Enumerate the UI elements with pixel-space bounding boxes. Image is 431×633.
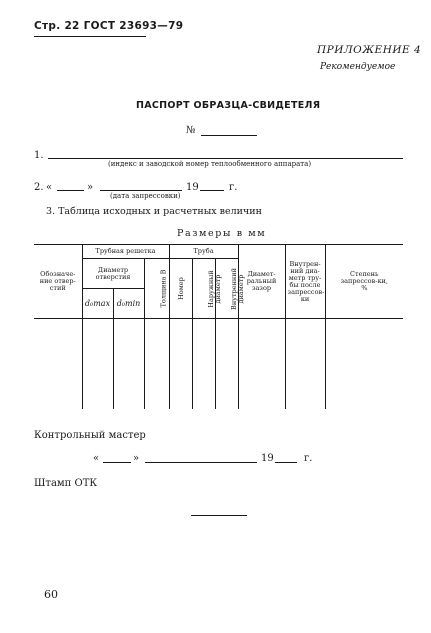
- page-number: 60: [44, 588, 58, 601]
- footer-open-quote: «: [93, 453, 100, 464]
- item2-year: 19: [186, 182, 199, 193]
- cell-inner-after[interactable]: [285, 319, 325, 409]
- cell-inner-diameter[interactable]: [215, 319, 238, 409]
- number-field[interactable]: [201, 135, 257, 136]
- cell-clearance[interactable]: [238, 319, 285, 409]
- item2-day-field[interactable]: [57, 190, 84, 191]
- item1-field[interactable]: [48, 158, 403, 159]
- col-thickness: [144, 259, 169, 319]
- item2-caption: (дата запрессовки): [110, 192, 181, 200]
- col-clearance-label: Диамет-ральный зазор: [246, 270, 277, 292]
- hole-diameter: [82, 259, 144, 289]
- col-thickness-label: Толщина B: [158, 269, 167, 308]
- table-body-row: [34, 319, 403, 409]
- col-dmin: [113, 289, 144, 319]
- item2-year-field[interactable]: [200, 190, 224, 191]
- item2-number: 2.: [34, 182, 44, 193]
- units-label: Размеры в мм: [177, 228, 267, 239]
- controller-label: Контрольный мастер: [34, 430, 146, 441]
- col-inner-after: [285, 245, 325, 319]
- col-clearance: [238, 245, 285, 319]
- cell-number[interactable]: [169, 319, 192, 409]
- document-title: ПАСПОРТ ОБРАЗЦА-СВИДЕТЕЛЯ: [136, 100, 321, 111]
- hole-diameter-label: Диаметр отверстия: [95, 265, 131, 281]
- col-inner-after-label: Внутрен-ний диа-метр тру-бы после запрессов-ки: [287, 259, 325, 303]
- group-tube: [169, 245, 238, 259]
- footer-year-field[interactable]: [275, 462, 297, 463]
- col-inner-diameter-label: Внутренний диаметр: [229, 267, 245, 310]
- item2-month-field[interactable]: [100, 190, 182, 191]
- cell-thickness[interactable]: [144, 319, 169, 409]
- item2-open-quote: «: [46, 182, 53, 193]
- number-label: №: [186, 125, 196, 136]
- item2-year-suffix: г.: [229, 182, 238, 193]
- page-header: Стр. 22 ГОСТ 23693—79: [34, 20, 184, 32]
- header-rule: [34, 36, 146, 37]
- cell-designation[interactable]: [34, 319, 82, 409]
- col-outer-diameter: [192, 259, 222, 319]
- col-dmax: [82, 289, 113, 319]
- cell-dmax[interactable]: [82, 319, 113, 409]
- footer-year-suffix: г.: [304, 453, 313, 464]
- cell-degree[interactable]: [325, 319, 403, 409]
- item1-number: 1.: [34, 150, 44, 161]
- col-designation-label: Обозначе-ние отвер-стий: [39, 270, 76, 292]
- cell-outer-diameter[interactable]: [192, 319, 215, 409]
- cell-dmin[interactable]: [113, 319, 144, 409]
- col-number-label: Номер: [176, 277, 185, 300]
- footer-year: 19: [261, 453, 274, 464]
- data-table: [34, 244, 403, 409]
- col-dmin-label: d₀min: [116, 298, 141, 308]
- footer-close-quote: »: [133, 453, 140, 464]
- group-tube-sheet: [82, 245, 169, 259]
- appendix-subtitle: Рекомендуемое: [320, 62, 396, 72]
- group-tube-label: Труба: [193, 247, 214, 255]
- footer-month-field[interactable]: [145, 462, 257, 463]
- col-degree-label: Степень запрессов-ки, %: [340, 270, 388, 292]
- col-degree: [325, 245, 403, 319]
- col-outer-diameter-label: Наружный диаметр: [206, 269, 222, 308]
- footer-day-field[interactable]: [103, 462, 131, 463]
- stamp-field[interactable]: [191, 515, 247, 516]
- col-dmax-label: d₀max: [84, 298, 111, 308]
- item2-close-quote: »: [87, 182, 94, 193]
- item3-text: 3. Таблица исходных и расчетных величин: [46, 206, 262, 217]
- appendix-title: ПРИЛОЖЕНИЕ 4: [317, 44, 422, 56]
- item1-caption: (индекс и заводской номер теплообменного аппарата): [108, 160, 312, 168]
- stamp-label: Штамп ОТК: [34, 478, 98, 489]
- col-designation: [34, 245, 82, 319]
- group-tube-sheet-label: Трубная решетка: [95, 247, 156, 255]
- col-number: [169, 259, 192, 319]
